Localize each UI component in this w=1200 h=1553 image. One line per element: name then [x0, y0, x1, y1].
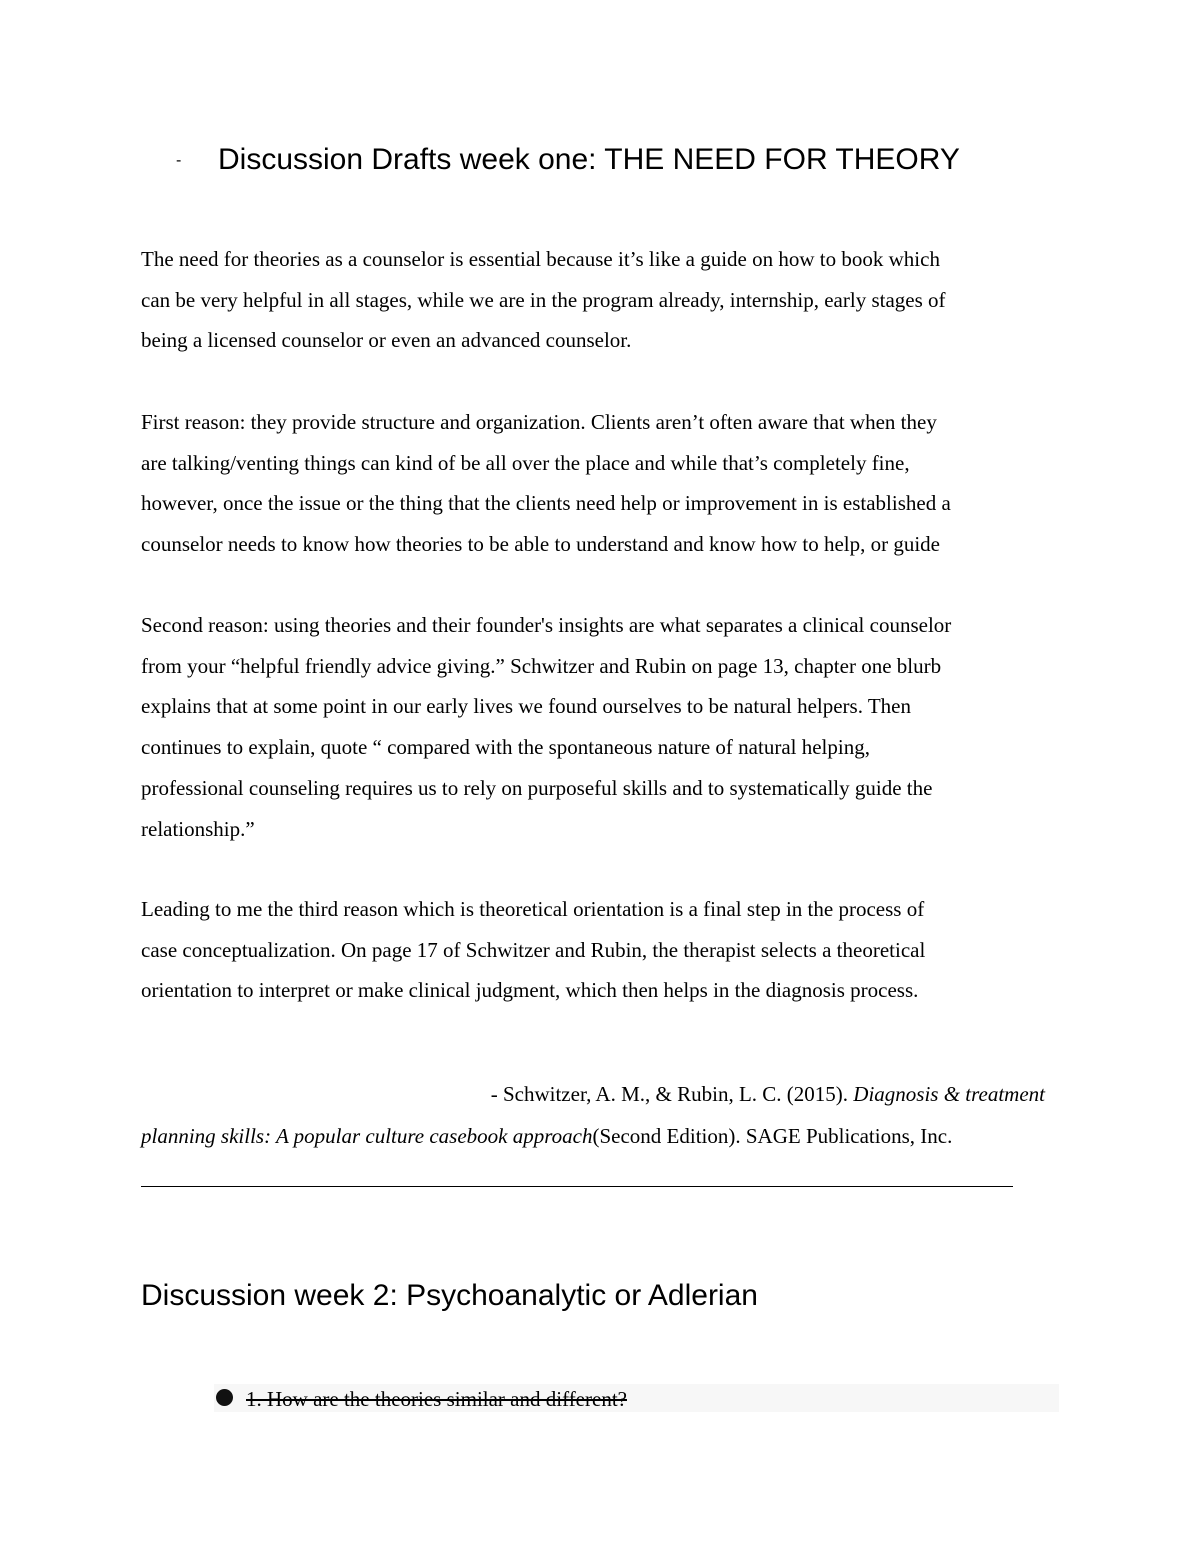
text-line: from your “helpful friendly advice giving.” Schwitzer and Rubin on page 13, chapter one blurb	[141, 653, 942, 678]
paragraph-third-reason	[141, 889, 1061, 1011]
paragraph-second-reason	[141, 605, 1061, 849]
text-line: can be very helpful in all stages, while we are in the program already, internship, early stages of	[141, 287, 946, 312]
text-line: being a licensed counselor or even an advanced counselor.	[141, 328, 632, 353]
text-line: counselor needs to know how theories to be able to understand and know how to help, or guide	[141, 532, 940, 557]
list-item-text: 1. How are the theories similar and different?	[246, 1387, 627, 1411]
paragraph-intro	[141, 239, 1061, 361]
text-line: however, once the issue or the thing that the clients need help or improvement in is established a	[141, 491, 951, 516]
text-line: case conceptualization. On page 17 of Schwitzer and Rubin, the therapist selects a theoretical	[141, 937, 926, 962]
citation-publisher: (Second Edition). SAGE Publications, Inc.	[592, 1124, 953, 1148]
citation-title-part-2: planning skills: A popular culture casebook approach	[141, 1124, 593, 1148]
citation-authors: - Schwitzer, A. M., & Rubin, L. C. (2015).	[490, 1082, 854, 1106]
section-2-heading: Discussion week 2: Psychoanalytic or Adlerian	[141, 1279, 758, 1312]
text-line: continues to explain, quote “ compared with the spontaneous nature of natural helping,	[141, 735, 870, 760]
section-1-heading-text: Discussion Drafts week one: THE NEED FOR THEORY	[218, 143, 960, 176]
text-line: Leading to me the third reason which is theoretical orientation is a final step in the process of	[141, 897, 925, 921]
text-line: First reason: they provide structure and organization. Clients aren’t often aware that when they	[141, 410, 937, 434]
text-line: The need for theories as a counselor is essential because it’s like a guide on how to book which	[141, 247, 940, 271]
bullet-icon	[216, 1389, 233, 1406]
list-item	[214, 1384, 1059, 1412]
text-line: relationship.”	[141, 816, 255, 841]
text-line: Second reason: using theories and their founder's insights are what separates a clinical counselor	[141, 613, 952, 637]
horizontal-divider	[141, 1186, 1013, 1187]
heading-dash-marker: -	[176, 152, 182, 170]
text-line: explains that at some point in our early lives we found ourselves to be natural helpers. Then	[141, 694, 911, 719]
paragraph-first-reason	[141, 402, 1061, 565]
citation-line-1	[141, 1073, 1051, 1115]
text-line: professional counseling requires us to rely on purposeful skills and to systematically guide the	[141, 775, 933, 800]
text-line: are talking/venting things can kind of be all over the place and while that’s completely fine,	[141, 450, 910, 475]
reference-citation	[141, 1073, 1051, 1157]
text-line: orientation to interpret or make clinical judgment, which then helps in the diagnosis process.	[141, 978, 919, 1003]
section-1-heading	[176, 140, 960, 181]
citation-line-2	[141, 1115, 1051, 1157]
citation-title-part-1: Diagnosis & treatment	[853, 1082, 1045, 1106]
